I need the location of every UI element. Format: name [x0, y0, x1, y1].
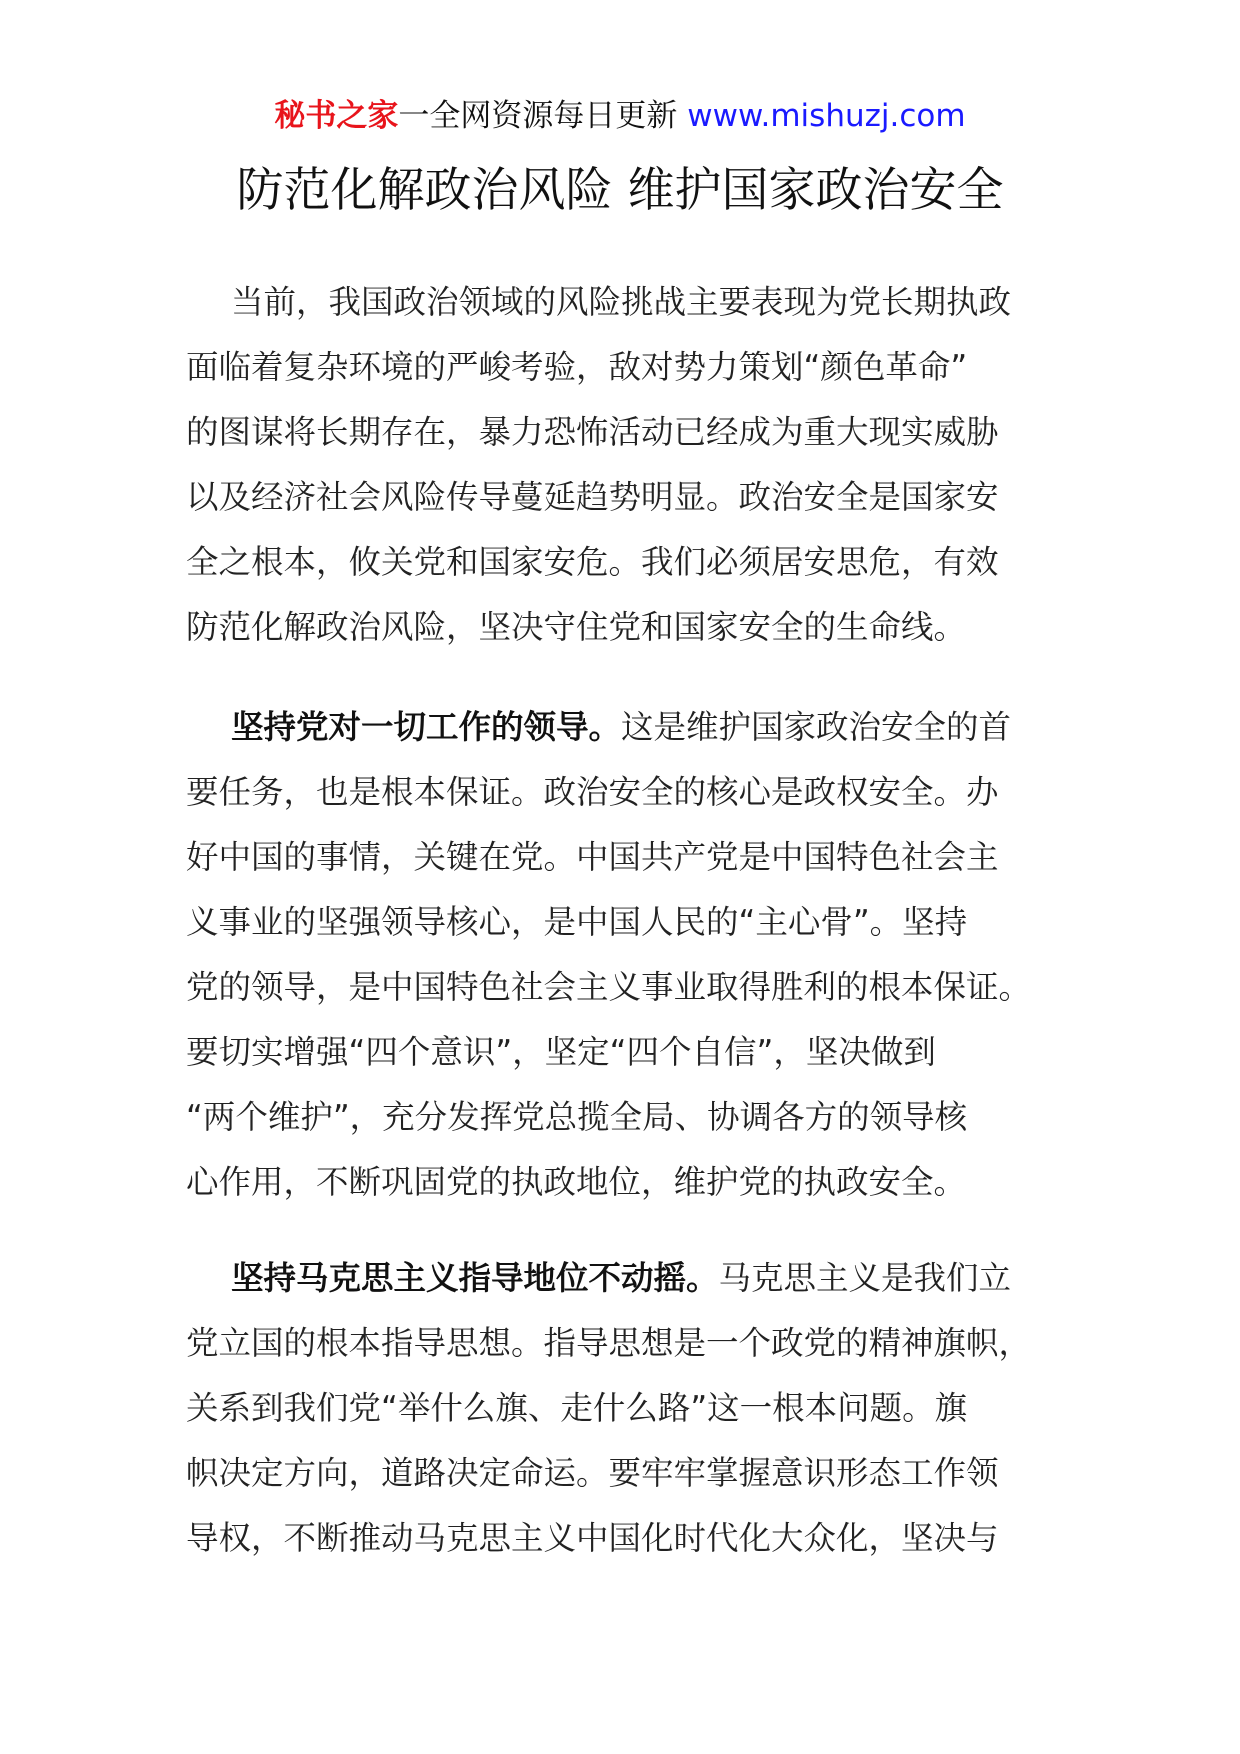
- paragraph-line: 关系到我们党“举什么旗、走什么路”这一根本问题。旗: [186, 1389, 968, 1427]
- paragraph-first-line: [186, 695, 1046, 760]
- paragraph-line: 帜决定方向，道路决定命运。要牢牢掌握意识形态工作领: [186, 1454, 999, 1492]
- paragraph-line: 全之根本，攸关党和国家安危。我们必须居安思危，有效: [186, 543, 999, 581]
- paragraph-line: 要切实增强“四个意识”，坚定“四个自信”，坚决做到: [186, 1033, 936, 1071]
- paragraph-line: 防范化解政治风险，坚决守住党和国家安全的生命线。: [186, 608, 967, 646]
- paragraph-line: 当前，我国政治领域的风险挑战主要表现为党长期执政: [231, 283, 1012, 321]
- site-url-link[interactable]: www.mishuzj.com: [687, 98, 966, 134]
- paragraph-first-line: [186, 1246, 1046, 1311]
- paragraph-line: 以及经济社会风险传导蔓延趋势明显。政治安全是国家安: [186, 478, 999, 516]
- paragraph-line: 好中国的事情，关键在党。中国共产党是中国特色社会主: [186, 838, 999, 876]
- site-header: [0, 96, 1240, 136]
- paragraph-line: “两个维护”，充分发挥党总揽全局、协调各方的领导核: [186, 1098, 968, 1136]
- paragraph-intro: [186, 270, 1046, 660]
- paragraph-lead-heading: 坚持党对一切工作的领导。: [231, 708, 622, 746]
- paragraph-party-leadership: [186, 695, 1046, 1215]
- paragraph-first-line-rest: 马克思主义是我们立: [718, 1259, 1012, 1297]
- paragraph-marxism-guidance: [186, 1246, 1046, 1571]
- header-tagline: 一全网资源每日更新: [398, 98, 678, 134]
- paragraph-line: 义事业的坚强领导核心，是中国人民的“主心骨”。坚持: [186, 903, 968, 941]
- brand-name: 秘书之家: [274, 98, 399, 134]
- paragraph-line: 面临着复杂环境的严峻考验，敌对势力策划“颜色革命”: [186, 348, 968, 386]
- paragraph-line: 导权，不断推动马克思主义中国化时代化大众化，坚决与: [186, 1519, 999, 1557]
- paragraph-line: 党立国的根本指导思想。指导思想是一个政党的精神旗帜，: [186, 1324, 1032, 1362]
- paragraph-line: 党的领导，是中国特色社会主义事业取得胜利的根本保证。: [186, 968, 1032, 1006]
- paragraph-line: 心作用，不断巩固党的执政地位，维护党的执政安全。: [186, 1163, 967, 1201]
- paragraph-first-line-rest: 这是维护国家政治安全的首: [621, 708, 1012, 746]
- paragraph-line: 的图谋将长期存在，暴力恐怖活动已经成为重大现实威胁: [186, 413, 999, 451]
- paragraph-lead-heading: 坚持马克思主义指导地位不动摇。: [231, 1259, 719, 1297]
- document-title: 防范化解政治风险 维护国家政治安全: [236, 163, 1004, 218]
- paragraph-line: 要任务，也是根本保证。政治安全的核心是政权安全。办: [186, 773, 999, 811]
